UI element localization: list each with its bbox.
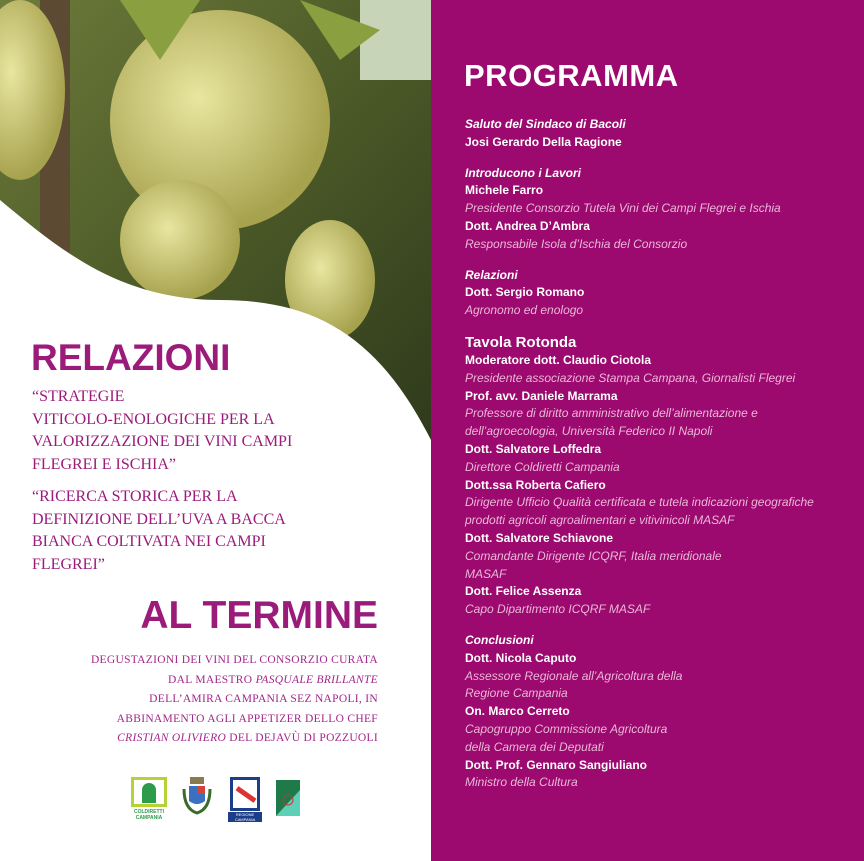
speaker-role: Professore di diritto amministrativo dell’alimentazione e (465, 406, 758, 421)
speaker-role: Dirigente Ufficio Qualità certificata e tutela indicazioni geografiche (465, 495, 814, 510)
speaker-name: Dott.ssa Roberta Cafiero (465, 477, 606, 492)
coldiretti-label: COLDIRETTI CAMPANIA (134, 809, 164, 821)
speaker-name: Dott. Felice Assenza (465, 584, 582, 599)
deg-line: DEGUSTAZIONI DEI VINI DEL CONSORZIO CURATA (90, 654, 378, 666)
quote-line: VALORIZZAZIONE DEI VINI CAMPI (32, 433, 293, 450)
speaker-role: MASAF (465, 566, 507, 581)
deg-text: DEL DEJAVÙ DI POZZUOLI (226, 732, 378, 744)
quote-strategie (32, 386, 292, 476)
section-heading: Relazioni (465, 267, 518, 282)
quote-line: VITICOLO-ENOLOGICHE PER LA (32, 410, 275, 428)
speaker-role: Ministro della Cultura (465, 775, 578, 790)
speaker-name: Michele Farro (465, 183, 544, 198)
quote-line: FLEGREI” (32, 555, 105, 573)
quote-line: BIANCA COLTIVATA NEI CAMPI (32, 533, 266, 550)
deg-line (91, 729, 378, 749)
regione-label: REGIONE CAMPANIA (228, 812, 262, 822)
programma-list (465, 116, 864, 792)
quote-line: “RICERCA STORICA PER LA (32, 488, 238, 505)
bacoli-crest-logo (182, 777, 212, 817)
relazioni-title: RELAZIONI (31, 337, 231, 378)
programma-panel (431, 0, 864, 861)
deg-text: DAL MAESTRO (168, 673, 256, 686)
speaker-role: Direttore Coldiretti Campania (465, 459, 620, 474)
speaker-role: Assessore Regionale all’Agricoltura della (465, 668, 683, 683)
section-heading: Conclusioni (465, 632, 534, 647)
speaker-role: della Camera dei Deputati (465, 739, 604, 754)
speaker-name: Moderatore dott. Claudio Ciotola (465, 352, 651, 367)
speaker-role: prodotti agricoli agroalimentari e vitivinicoli MASAF (465, 513, 735, 528)
quote-ricerca (32, 486, 286, 576)
section-heading: Introducono i Lavori (465, 165, 581, 180)
speaker-name: Dott. Andrea D’Ambra (465, 218, 590, 233)
coldiretti-logo (131, 777, 167, 821)
speaker-role: Regione Campania (465, 686, 568, 701)
quote-line: “STRATEGIE (32, 388, 125, 405)
section-heading: Saluto del Sindaco di Bacoli (465, 117, 626, 131)
speaker-name: Dott. Nicola Caputo (465, 650, 577, 665)
section-title: Tavola Rotonda (465, 333, 577, 351)
speaker-name: Josi Gerardo Della Ragione (465, 134, 622, 149)
speaker-name: Dott. Sergio Romano (465, 285, 585, 300)
speaker-role: Capo Dipartimento ICQRF MASAF (465, 602, 651, 617)
left-panel (0, 0, 431, 861)
chef-name: CRISTIAN OLIVIERO (117, 732, 227, 744)
speaker-name: On. Marco Cerreto (465, 704, 570, 719)
speaker-role: Comandante Dirigente ICQRF, Italia meridionale (465, 548, 722, 563)
speaker-role: Agronomo ed enologo (465, 303, 584, 318)
maestro-name: PASQUALE BRILLANTE (255, 673, 378, 686)
speaker-name: Dott. Salvatore Schiavone (465, 530, 614, 545)
speaker-role: Responsabile Isola d’Ischia del Consorzio (465, 236, 688, 251)
deg-line: ABBINAMENTO AGLI APPETIZER DELLO CHEF (116, 712, 378, 725)
deg-line: DELL’AMIRA CAMPANIA SEZ NAPOLI, IN (149, 693, 378, 705)
programma-title: PROGRAMMA (464, 58, 679, 93)
deg-line (91, 671, 378, 691)
speaker-name: Prof. avv. Daniele Marrama (465, 388, 618, 403)
quote-line: FLEGREI E ISCHIA” (32, 455, 176, 473)
quote-line: DEFINIZIONE DELL’UVA A BACCA (32, 510, 286, 528)
degustazioni-text (91, 651, 378, 749)
speaker-role: Presidente associazione Stampa Campana, Giornalisti Flegrei (465, 370, 796, 385)
speaker-role: dell’agroecologia, Università Federico II Napoli (465, 424, 713, 439)
speaker-role: Capogruppo Commissione Agricoltura (465, 721, 668, 736)
speaker-name: Dott. Prof. Gennaro Sangiuliano (465, 757, 648, 772)
al-termine-title: AL TERMINE (140, 594, 378, 637)
speaker-name: Dott. Salvatore Loffedra (465, 441, 602, 456)
regione-campania-logo (228, 777, 262, 822)
speaker-role: Presidente Consorzio Tutela Vini dei Campi Flegrei e Ischia (465, 201, 781, 216)
consorzio-logo (276, 780, 300, 816)
